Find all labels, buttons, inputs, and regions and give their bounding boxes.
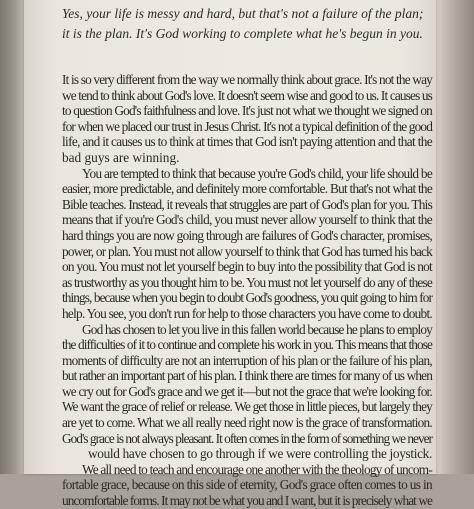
text-line: life, and it causes us to think at times that God isn't paying attention and that the: [62, 134, 432, 150]
text-line: we cry out for God's grace and we get it—but not the grace that we're looking for.: [62, 383, 432, 399]
body-text: [62, 72, 432, 509]
text-line: God's grace is not always pleasant. It often comes in the form of something we never: [62, 430, 432, 446]
text-line: on you. You must not let yourself begin to buy into the possibility that God is not: [62, 259, 432, 275]
text-line: would have chosen to go through if we were controlling the joystick.: [88, 446, 432, 462]
text-line: to question God's faithfulness and love. It's just not what we thought we signed on: [62, 103, 432, 119]
text-line: We all need to teach and encourage one another with the theology of uncom-: [82, 461, 432, 477]
text-line: You are tempted to think that because you're God's child, your life should be: [82, 165, 432, 181]
text-line: bad guys are winning.: [62, 149, 180, 165]
text-line: fortable grace, because on this side of eternity, God's grace often comes to us in: [62, 477, 432, 493]
text-line: are yet to come. What we all really need right now is the grace of transformation.: [62, 415, 432, 431]
text-line: things, because when you begin to doubt God's goodness, you quit going to him for: [62, 290, 432, 306]
text-line: help. You see, you don't run for help to those characters you have come to doubt.: [62, 305, 432, 321]
text-line: the difficulties of it to continue and complete his work in you. This means that those: [62, 337, 432, 353]
text-line: It is so very different from the way we normally think about grace. It's not the way: [62, 72, 432, 87]
text-line: easier, more predictable, and definitely more comfortable. But that's not what the: [62, 181, 432, 197]
paragraph: [62, 72, 432, 166]
paragraph: [62, 166, 432, 322]
text-line: God has chosen to let you live in this fallen world because he plans to employ: [82, 321, 432, 337]
text-line: as trustworthy as you thought him to be. You must not let yourself do any of these: [62, 274, 432, 290]
text-line: uncomfortable forms. It may not be what you and I want, but it is precisely what we: [62, 493, 432, 509]
text-line: but rather an important part of his plan. I think there are times for many of us when: [62, 368, 432, 384]
text-line: moments of difficulty are not an interruption of his plan or the failure of his plan,: [62, 352, 432, 368]
text-line: hard things you are now going through are failures of God's character, promises,: [62, 227, 432, 243]
paragraph: [62, 462, 432, 509]
text-line: we tend to think about God's love. It doesn't seem wise and good to us. It causes us: [62, 87, 432, 103]
pull-quote-line: Yes, your life is messy and hard, but that's not a failure of the plan;: [62, 6, 424, 21]
text-line: Bible teaches. Instead, it reveals that struggles are part of God's plan for you. This: [62, 196, 432, 212]
pull-quote-line: it is the plan. It's God working to complete what he's begun in you.: [62, 26, 423, 41]
book-page: [24, 0, 436, 509]
text-line: for when we placed our trust in Jesus Christ. It's not a typical definition of the good: [62, 118, 432, 134]
pull-quote: [62, 4, 432, 44]
paragraph: [62, 322, 432, 462]
text-line: means that if you're God's child, you must never allow yourself to think that the: [62, 212, 432, 228]
book-right-edge: [434, 0, 474, 474]
text-line: power, or plan. You must not allow yourself to think that God has turned his back: [62, 243, 432, 259]
text-line: We want the grace of relief or release. We get those in little pieces, but largely they: [62, 399, 432, 415]
